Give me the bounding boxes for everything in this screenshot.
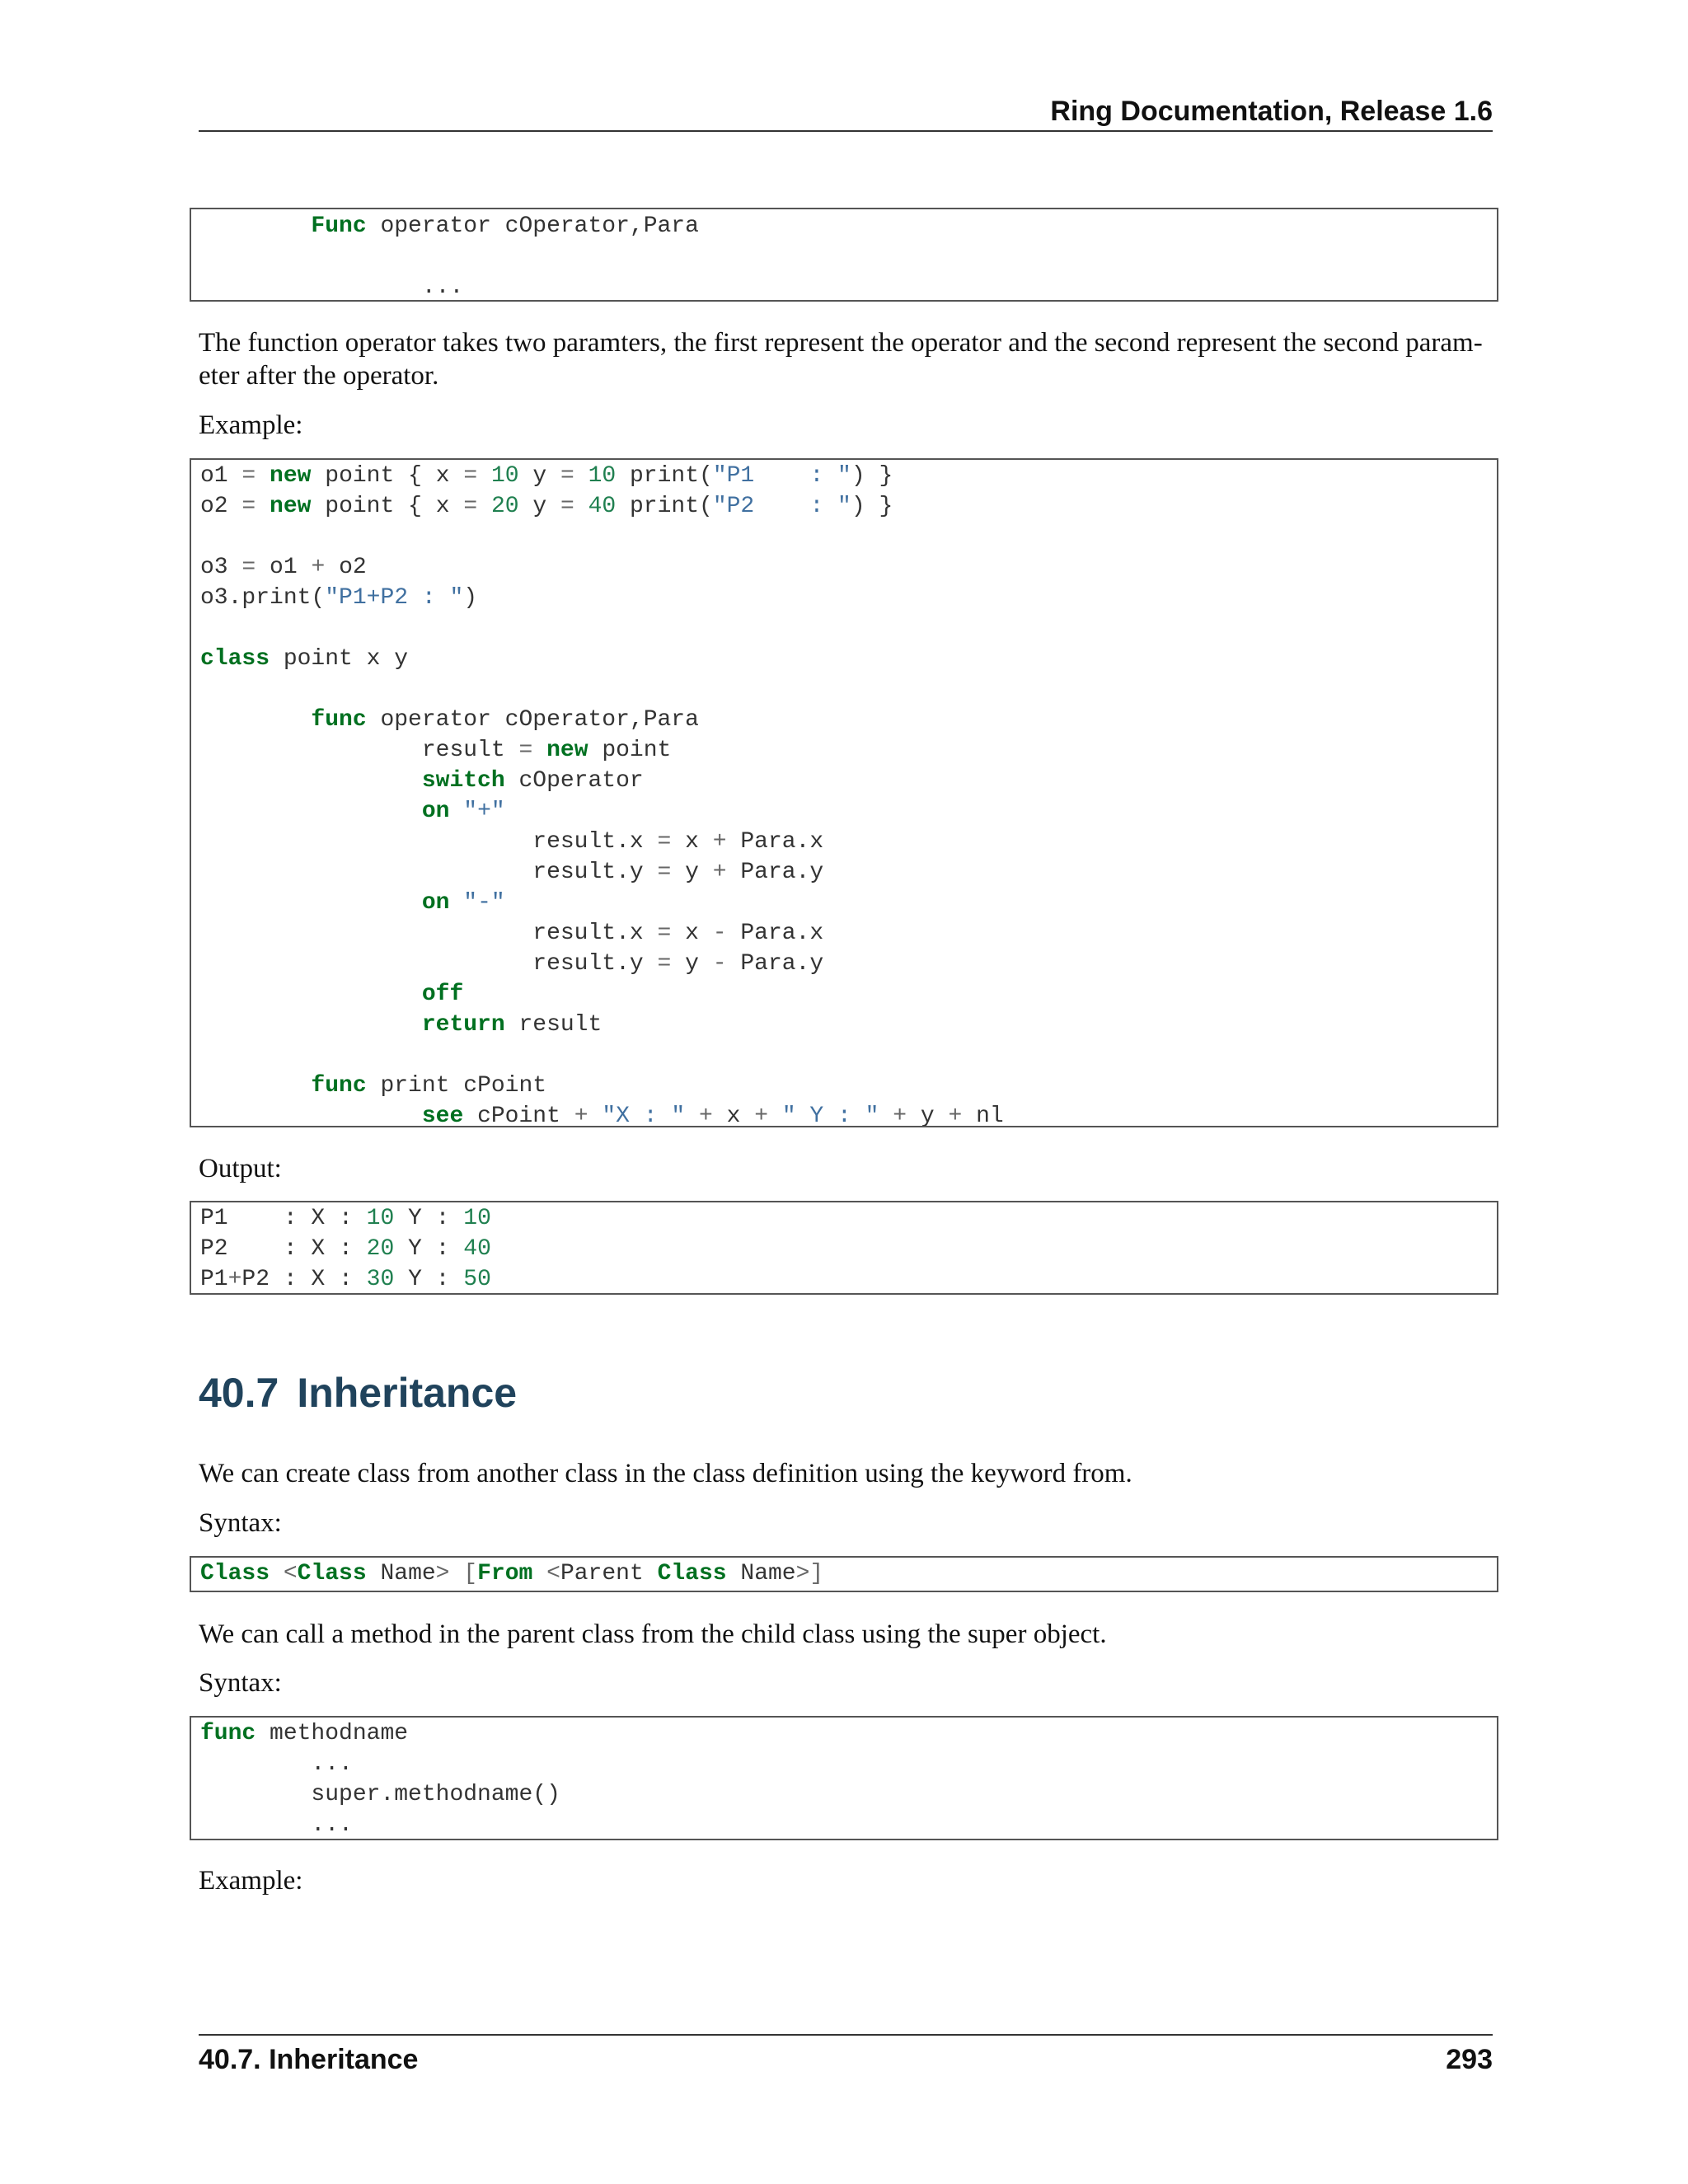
- code-line: on "-": [421, 890, 505, 916]
- code-line: ...: [200, 1751, 353, 1777]
- code-line: super.methodname(): [200, 1782, 560, 1807]
- code-line: result.y = y + Para.y: [200, 860, 824, 885]
- code-line: result.x = x - Para.x: [200, 921, 824, 946]
- operator-description: The function operator takes two paramters, the first represent the operator and the second represent the second param- eter after the operator.: [199, 328, 1483, 391]
- example-label: Example:: [199, 1866, 303, 1896]
- code-line: P2 : X : 20 Y : 40: [200, 1236, 491, 1262]
- code-line: ...: [200, 1812, 353, 1838]
- code-line: P1 : X : 10 Y : 10: [200, 1206, 491, 1231]
- code-line: result.y = y - Para.y: [200, 951, 824, 977]
- code-line: class point x y: [200, 646, 409, 672]
- code-line: o2 = new point { x = 20 y = 40 print("P2 : ") }: [200, 494, 893, 519]
- code-line: switch cOperator: [421, 768, 644, 794]
- code-line: [200, 522, 1497, 552]
- code-line: on "+": [421, 799, 505, 824]
- super-description: We can call a method in the parent class from the child class using the super object.: [199, 1619, 1107, 1649]
- code-line: [200, 241, 1497, 272]
- code-line: P1+P2 : X : 30 Y : 50: [200, 1267, 491, 1292]
- footer-section: 40.7. Inheritance: [199, 2044, 419, 2075]
- code-line: [200, 613, 1497, 644]
- page-header: Ring Documentation, Release 1.6: [199, 92, 1493, 132]
- code-line: func operator cOperator,Para: [311, 707, 699, 733]
- code-line: see cPoint + "X : " + x + " Y : " + y + nl: [421, 1104, 1004, 1127]
- example-label: Example:: [199, 410, 303, 440]
- output-label: Output:: [199, 1154, 282, 1183]
- code-line: func print cPoint: [311, 1073, 547, 1099]
- code-line: o3 = o1 + o2: [200, 555, 367, 580]
- page-footer: [199, 2034, 1493, 2079]
- code-line: result = new point: [200, 738, 672, 763]
- section-number: 40.7: [199, 1370, 279, 1416]
- section-title-text: Inheritance: [297, 1370, 518, 1416]
- inheritance-description: We can create class from another class in the class definition using the keyword from.: [199, 1459, 1132, 1488]
- code-line: [200, 1040, 1497, 1071]
- code-line: Class <Class Name> [From <Parent Class Name>]: [200, 1561, 824, 1586]
- code-block-class-syntax: [190, 1556, 1498, 1592]
- section-title: [199, 1368, 517, 1418]
- syntax-label: Syntax:: [199, 1668, 282, 1698]
- code-line: o3.print("P1+P2 : "): [200, 585, 478, 611]
- code-line: return result: [421, 1012, 603, 1038]
- code-line: func methodname: [200, 1721, 409, 1746]
- page-number: 293: [1446, 2044, 1493, 2075]
- code-line: off: [421, 982, 464, 1007]
- code-line: [200, 674, 1497, 705]
- syntax-label: Syntax:: [199, 1508, 282, 1538]
- code-block-super-syntax: [190, 1716, 1498, 1840]
- code-line: result.x = x + Para.x: [200, 829, 824, 855]
- code-block-operator-syntax: [190, 208, 1498, 302]
- code-block-output: [190, 1201, 1498, 1295]
- code-line: Func operator cOperator,Para: [311, 213, 699, 239]
- code-line: ...: [200, 274, 464, 300]
- code-block-operator-example: [190, 458, 1498, 1127]
- code-line: o1 = new point { x = 10 y = 10 print("P1 : ") }: [200, 463, 893, 489]
